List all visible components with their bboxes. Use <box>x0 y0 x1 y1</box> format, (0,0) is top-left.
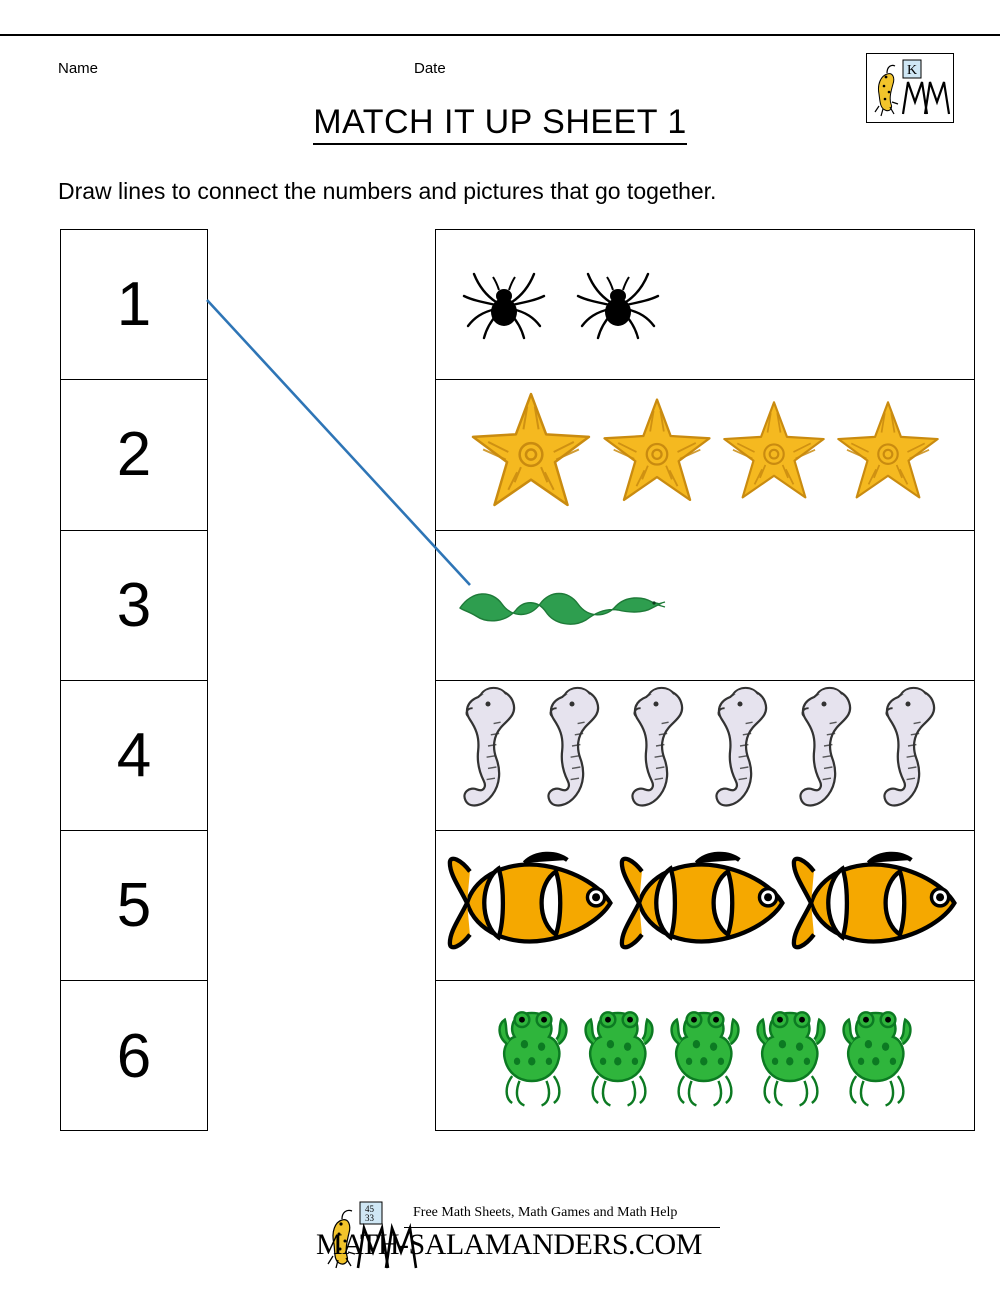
seahorse-icon <box>789 680 873 831</box>
number-cell-4[interactable]: 4 <box>61 681 207 831</box>
picture-row-snake[interactable] <box>436 531 974 681</box>
number-cell-2[interactable]: 2 <box>61 380 207 530</box>
date-label: Date <box>414 60 446 77</box>
svg-text:33: 33 <box>365 1213 374 1223</box>
name-label: Name <box>58 60 99 77</box>
starfish-icon <box>832 398 944 511</box>
pictures-column <box>435 229 975 1131</box>
page-title <box>0 103 1000 142</box>
svg-text:K: K <box>906 63 918 78</box>
spider-icon <box>572 260 664 349</box>
picture-row-starfish[interactable] <box>436 380 974 530</box>
snake-icon <box>454 578 666 633</box>
number-cell-6[interactable]: 6 <box>116 1022 152 1092</box>
clownfish-icon <box>619 848 791 963</box>
number-cell-5[interactable]: 5 <box>61 831 207 981</box>
svg-text:45: 45 <box>365 1204 374 1214</box>
number-cell-3[interactable]: 3 <box>61 531 207 681</box>
frog-icon <box>581 994 657 1119</box>
clownfish-icon <box>791 848 963 963</box>
spider-icon <box>458 260 550 349</box>
starfish-icon <box>718 398 830 511</box>
seahorse-icon <box>453 680 537 831</box>
seahorse-icon <box>873 680 957 831</box>
frog-icon <box>839 994 915 1119</box>
seahorse-icon <box>705 680 789 831</box>
footer-tagline: Free Math Sheets, Math Games and Math Help <box>413 1205 678 1220</box>
picture-row-frogs[interactable] <box>436 981 974 1131</box>
top-divider <box>0 34 1000 36</box>
picture-row-seahorses[interactable] <box>436 681 974 831</box>
picture-row-clownfish[interactable] <box>436 831 974 981</box>
footer-url[interactable]: MATH-SALAMANDERS.COM <box>316 1228 702 1261</box>
number-cell-1[interactable]: 1 <box>61 230 207 380</box>
starfish-icon <box>598 395 716 514</box>
frog-icon <box>495 994 571 1119</box>
seahorse-icon <box>537 680 621 831</box>
seahorse-icon <box>621 680 705 831</box>
numbers-column <box>60 229 208 1131</box>
frog-icon <box>753 994 829 1119</box>
clownfish-icon <box>447 848 619 963</box>
page-title-text: MATCH IT UP SHEET 1 <box>313 103 687 145</box>
picture-row-spiders[interactable] <box>436 230 974 380</box>
instructions: Draw lines to connect the numbers and pictures that go together. <box>58 178 717 204</box>
starfish-icon <box>466 389 596 520</box>
frog-icon <box>667 994 743 1119</box>
